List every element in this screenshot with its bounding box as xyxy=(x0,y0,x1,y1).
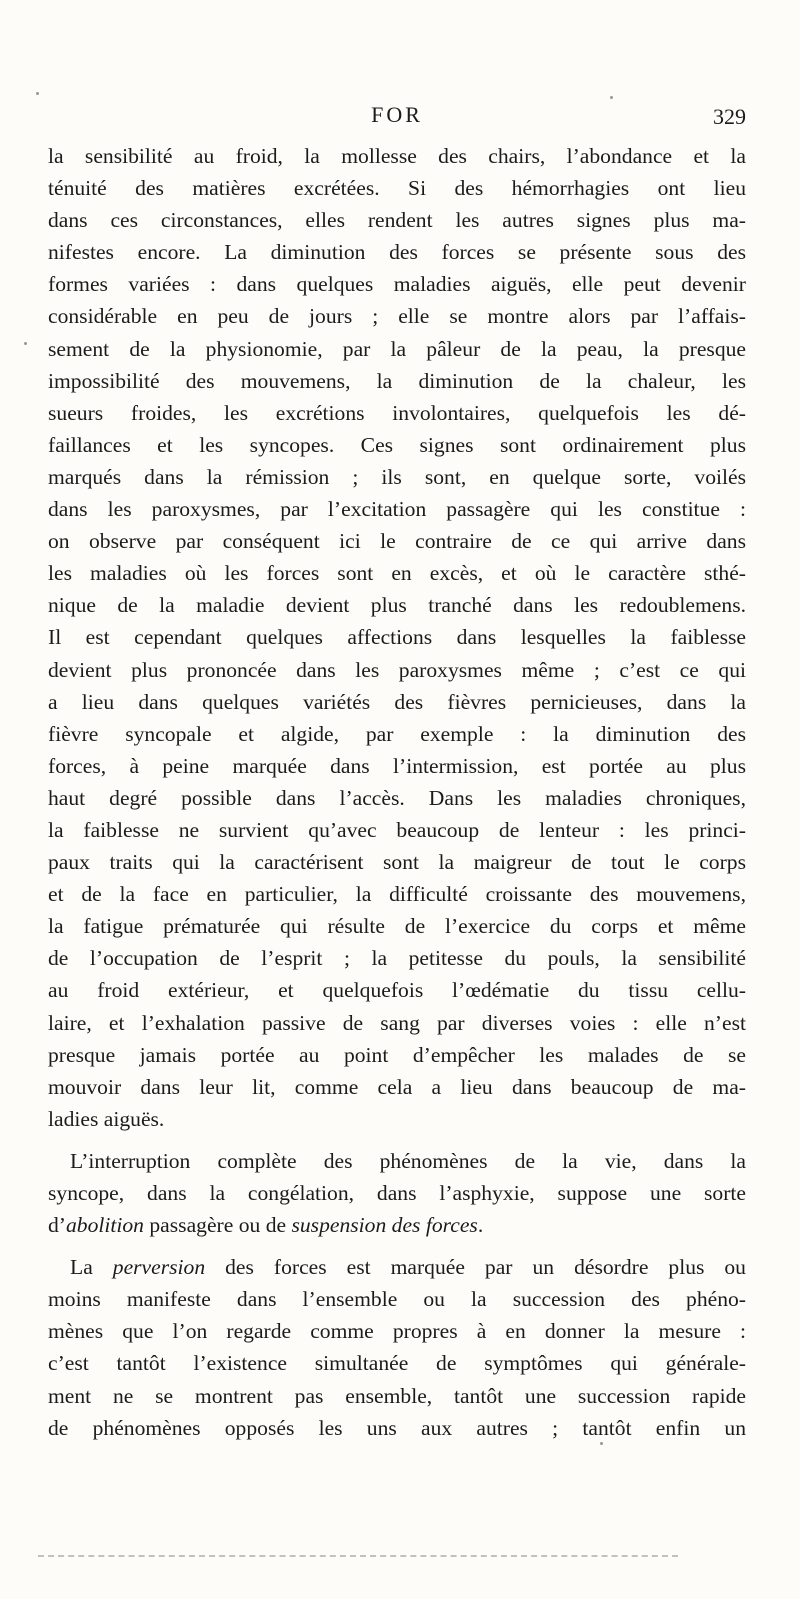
text-run: passagère ou de xyxy=(143,1213,292,1238)
text-line: considérable en peu de jours ; elle se montre alors par l’affais- xyxy=(48,304,746,329)
ink-speck xyxy=(36,92,39,95)
italic-term: suspension des forces xyxy=(291,1213,478,1238)
paragraph-line: de phénomènes opposés les uns aux autres ; tantôt enfin un xyxy=(48,1415,746,1440)
body-text xyxy=(48,140,746,1444)
text-line: Il est cependant quelques affections dans lesquelles la faiblesse xyxy=(48,625,746,650)
text-line: de l’occupation de l’esprit ; la petitesse du pouls, la sensibilité xyxy=(48,946,746,971)
text-line: sement de la physionomie, par la pâleur de la peau, la presque xyxy=(48,336,746,361)
text-line: nifestes encore. La diminution des forces se présente sous des xyxy=(48,240,746,265)
text-line: la sensibilité au froid, la mollesse des chairs, l’abondance et la xyxy=(48,144,746,168)
italic-term: perversion xyxy=(112,1255,206,1280)
paragraph-line: c’est tantôt l’existence simultanée de symptômes qui générale- xyxy=(48,1351,746,1376)
paragraph-line: ment ne se montrent pas ensemble, tantôt une succession rapide xyxy=(48,1383,746,1408)
text-run: des forces est marquée par un désordre plus ou xyxy=(205,1255,746,1280)
text-run: . xyxy=(477,1213,484,1238)
page-header xyxy=(48,102,746,138)
text-line: paux traits qui la caractérisent sont la maigreur de tout le corps xyxy=(48,850,746,875)
text-line: fièvre syncopale et algide, par exemple : la diminution des xyxy=(48,721,746,746)
text-line: haut degré possible dans l’accès. Dans les maladies chroniques, xyxy=(48,785,746,810)
text-run: La xyxy=(70,1255,113,1280)
paragraph-line: L’interruption complète des phénomènes de la vie, dans la xyxy=(70,1148,746,1173)
text-line: dans ces circonstances, elles rendent les autres signes plus ma- xyxy=(48,208,746,233)
text-line: ténuité des matières excrétées. Si des hémorrhagies ont lieu xyxy=(48,176,746,201)
ink-speck xyxy=(24,342,27,345)
text-line: dans les paroxysmes, par l’excitation passagère qui les constitue : xyxy=(48,497,746,522)
paragraph-gap xyxy=(48,1135,746,1145)
text-line: au froid extérieur, et quelquefois l’œdématie du tissu cellu- xyxy=(48,978,746,1003)
text-line: la faiblesse ne survient qu’avec beaucoup de lenteur : les princi- xyxy=(48,817,746,842)
running-title: FOR xyxy=(371,102,423,127)
text-line: a lieu dans quelques variétés des fièvres pernicieuses, dans la xyxy=(48,689,746,714)
text-line: on observe par conséquent ici le contraire de ce qui arrive dans xyxy=(48,529,746,554)
ink-speck xyxy=(600,1442,603,1445)
paragraph-line: mènes que l’on regarde comme propres à en donner la mesure : xyxy=(48,1319,746,1344)
text-line: nique de la maladie devient plus tranché dans les redoublemens. xyxy=(48,593,746,618)
text-run: d’ xyxy=(48,1213,66,1238)
text-line: mouvoir dans leur lit, comme cela a lieu dans beaucoup de ma- xyxy=(48,1074,746,1099)
text-line: et de la face en particulier, la difficulté croissante des mouvemens, xyxy=(48,882,746,907)
text-line: la fatigue prématurée qui résulte de l’exercice du corps et même xyxy=(48,914,746,939)
text-line: formes variées : dans quelques maladies aiguës, elle peut devenir xyxy=(48,272,746,297)
text-line: presque jamais portée au point d’empêcher les malades de se xyxy=(48,1042,746,1067)
text-line: faillances et les syncopes. Ces signes sont ordinairement plus xyxy=(48,432,746,457)
text-line: laire, et l’exhalation passive de sang par diverses voies : elle n’est xyxy=(48,1010,746,1035)
paragraph-line: moins manifeste dans l’ensemble ou la succession des phéno- xyxy=(48,1287,746,1312)
page-number: 329 xyxy=(713,104,746,129)
italic-term: abolition xyxy=(66,1213,144,1238)
text-line: forces, à peine marquée dans l’intermission, est portée au plus xyxy=(48,753,746,778)
paragraph-line: syncope, dans la congélation, dans l’asphyxie, suppose une sorte xyxy=(48,1181,746,1205)
text-line: les maladies où les forces sont en excès, et où le caractère sthé- xyxy=(48,561,746,586)
text-line: devient plus prononcée dans les paroxysmes même ; c’est ce qui xyxy=(48,657,746,682)
paragraph-line xyxy=(48,1209,746,1241)
text-line: sueurs froides, les excrétions involontaires, quelquefois les dé- xyxy=(48,400,746,425)
text-line: impossibilité des mouvemens, la diminution de la chaleur, les xyxy=(48,368,746,393)
text-line: marqués dans la rémission ; ils sont, en quelque sorte, voilés xyxy=(48,464,746,489)
ink-speck xyxy=(610,96,613,99)
paragraph-line xyxy=(48,1251,746,1283)
bottom-rule xyxy=(38,1555,678,1557)
paragraph-gap xyxy=(48,1241,746,1251)
text-line: ladies aiguës. xyxy=(48,1106,165,1131)
